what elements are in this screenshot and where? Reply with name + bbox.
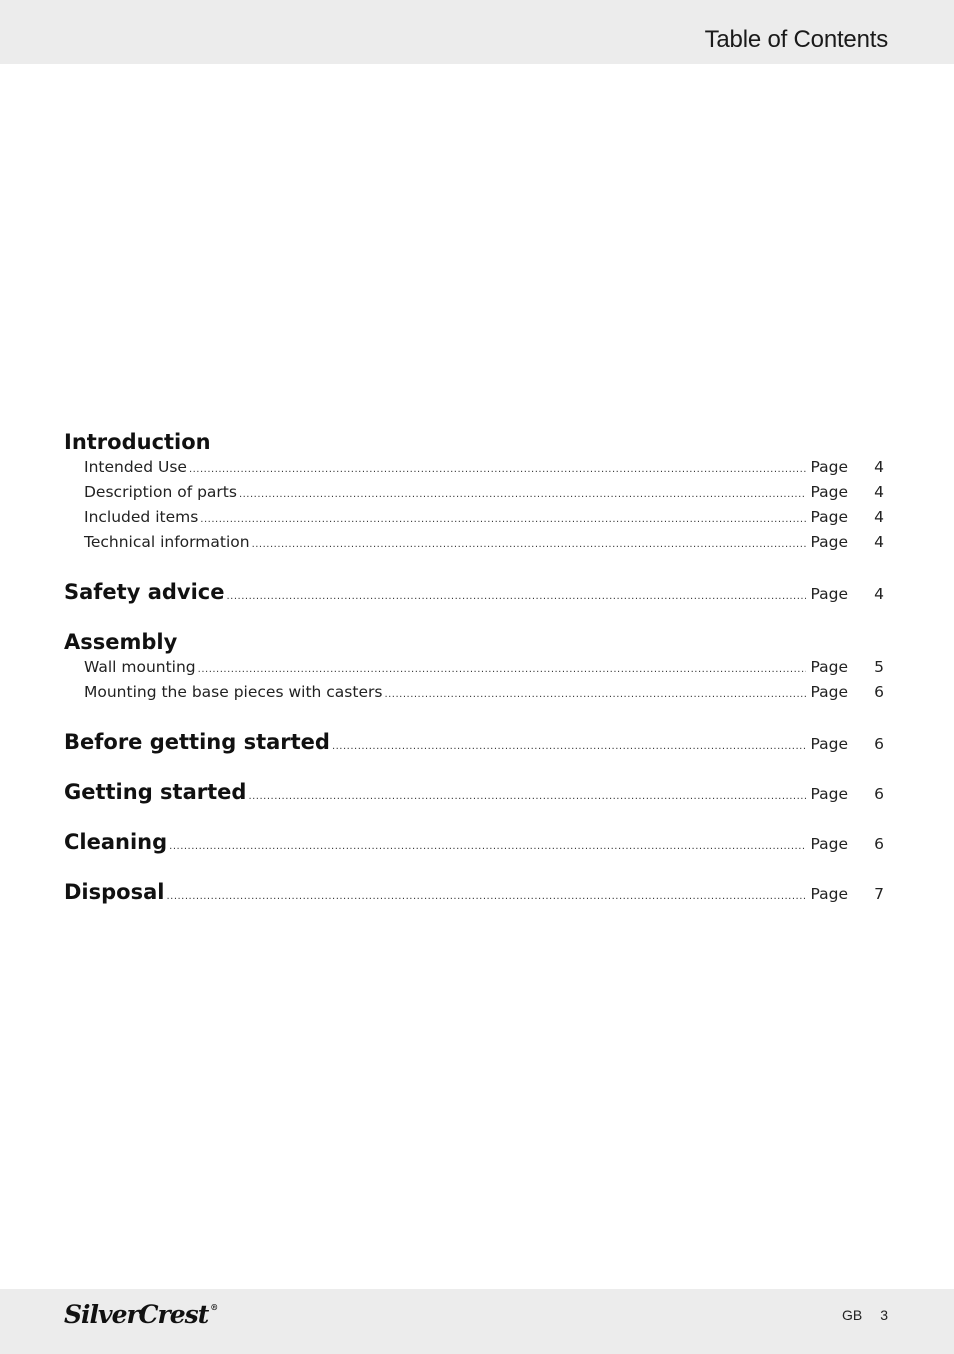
language-code: GB — [841, 1307, 863, 1323]
dot-leader — [252, 539, 807, 550]
toc-entry-label: Description of parts — [84, 483, 237, 501]
toc-heading[interactable] — [64, 580, 884, 608]
page-number: 4 — [874, 508, 884, 526]
toc-entry[interactable] — [64, 508, 884, 533]
dot-leader — [384, 689, 806, 700]
toc-entry[interactable] — [64, 683, 884, 708]
toc-heading[interactable] — [64, 880, 884, 908]
page-number: 6 — [874, 735, 884, 753]
brand-logo — [64, 1300, 217, 1329]
toc-section-cleaning — [64, 830, 884, 858]
page-word: Page — [810, 735, 848, 753]
dot-leader — [198, 664, 807, 675]
page-word: Page — [810, 585, 848, 603]
dot-leader — [332, 741, 807, 752]
toc-heading-label: Assembly — [64, 630, 178, 654]
toc-heading[interactable] — [64, 630, 884, 658]
toc-entry[interactable] — [64, 533, 884, 558]
page-number: 5 — [874, 658, 884, 676]
page-number: 6 — [874, 683, 884, 701]
dot-leader — [189, 464, 807, 475]
toc-heading-label: Before getting started — [64, 730, 330, 754]
toc-heading-label: Disposal — [64, 880, 165, 904]
toc-heading[interactable] — [64, 830, 884, 858]
brand-logo-text: SilverCrest — [64, 1300, 209, 1329]
page-word: Page — [810, 785, 848, 803]
toc-heading-label: Getting started — [64, 780, 247, 804]
page-word: Page — [810, 483, 848, 501]
page-number: 6 — [874, 785, 884, 803]
toc-heading-label: Safety advice — [64, 580, 225, 604]
toc-section-before-getting-started — [64, 730, 884, 758]
page-number: 4 — [874, 585, 884, 603]
toc-entry-label: Wall mounting — [84, 658, 196, 676]
toc-section-disposal — [64, 880, 884, 908]
page-word: Page — [810, 658, 848, 676]
dot-leader — [239, 489, 807, 500]
footer-page-number: 3 — [880, 1307, 888, 1323]
page-number: 4 — [874, 483, 884, 501]
page-word: Page — [810, 885, 848, 903]
dot-leader — [248, 791, 806, 802]
page-title: Table of Contents — [704, 26, 888, 53]
footer-meta — [842, 1307, 888, 1323]
page-word: Page — [810, 835, 848, 853]
toc-heading[interactable] — [64, 780, 884, 808]
page-number: 6 — [874, 835, 884, 853]
page-number: 4 — [874, 458, 884, 476]
toc-section-safety-advice — [64, 580, 884, 608]
toc-entry[interactable] — [64, 658, 884, 683]
page-number: 4 — [874, 533, 884, 551]
dot-leader — [169, 841, 806, 852]
toc-entry-label: Technical information — [84, 533, 250, 551]
table-of-contents — [64, 430, 884, 930]
page-word: Page — [810, 508, 848, 526]
toc-section-introduction — [64, 430, 884, 558]
dot-leader — [166, 891, 806, 902]
page-word: Page — [810, 533, 848, 551]
page-word: Page — [810, 683, 848, 701]
page-number: 7 — [874, 885, 884, 903]
dot-leader — [227, 591, 807, 602]
toc-heading-label: Cleaning — [64, 830, 168, 854]
dot-leader — [200, 514, 806, 525]
toc-section-getting-started — [64, 780, 884, 808]
toc-heading[interactable] — [64, 430, 884, 458]
toc-heading-label: Introduction — [64, 430, 211, 454]
toc-entry-label: Intended Use — [84, 458, 187, 476]
toc-entry[interactable] — [64, 458, 884, 483]
toc-section-assembly — [64, 630, 884, 708]
toc-heading[interactable] — [64, 730, 884, 758]
toc-entry-label: Mounting the base pieces with casters — [84, 683, 383, 701]
toc-entry-label: Included items — [84, 508, 199, 526]
page-word: Page — [810, 458, 848, 476]
toc-entry[interactable] — [64, 483, 884, 508]
registered-mark: ® — [210, 1302, 218, 1312]
